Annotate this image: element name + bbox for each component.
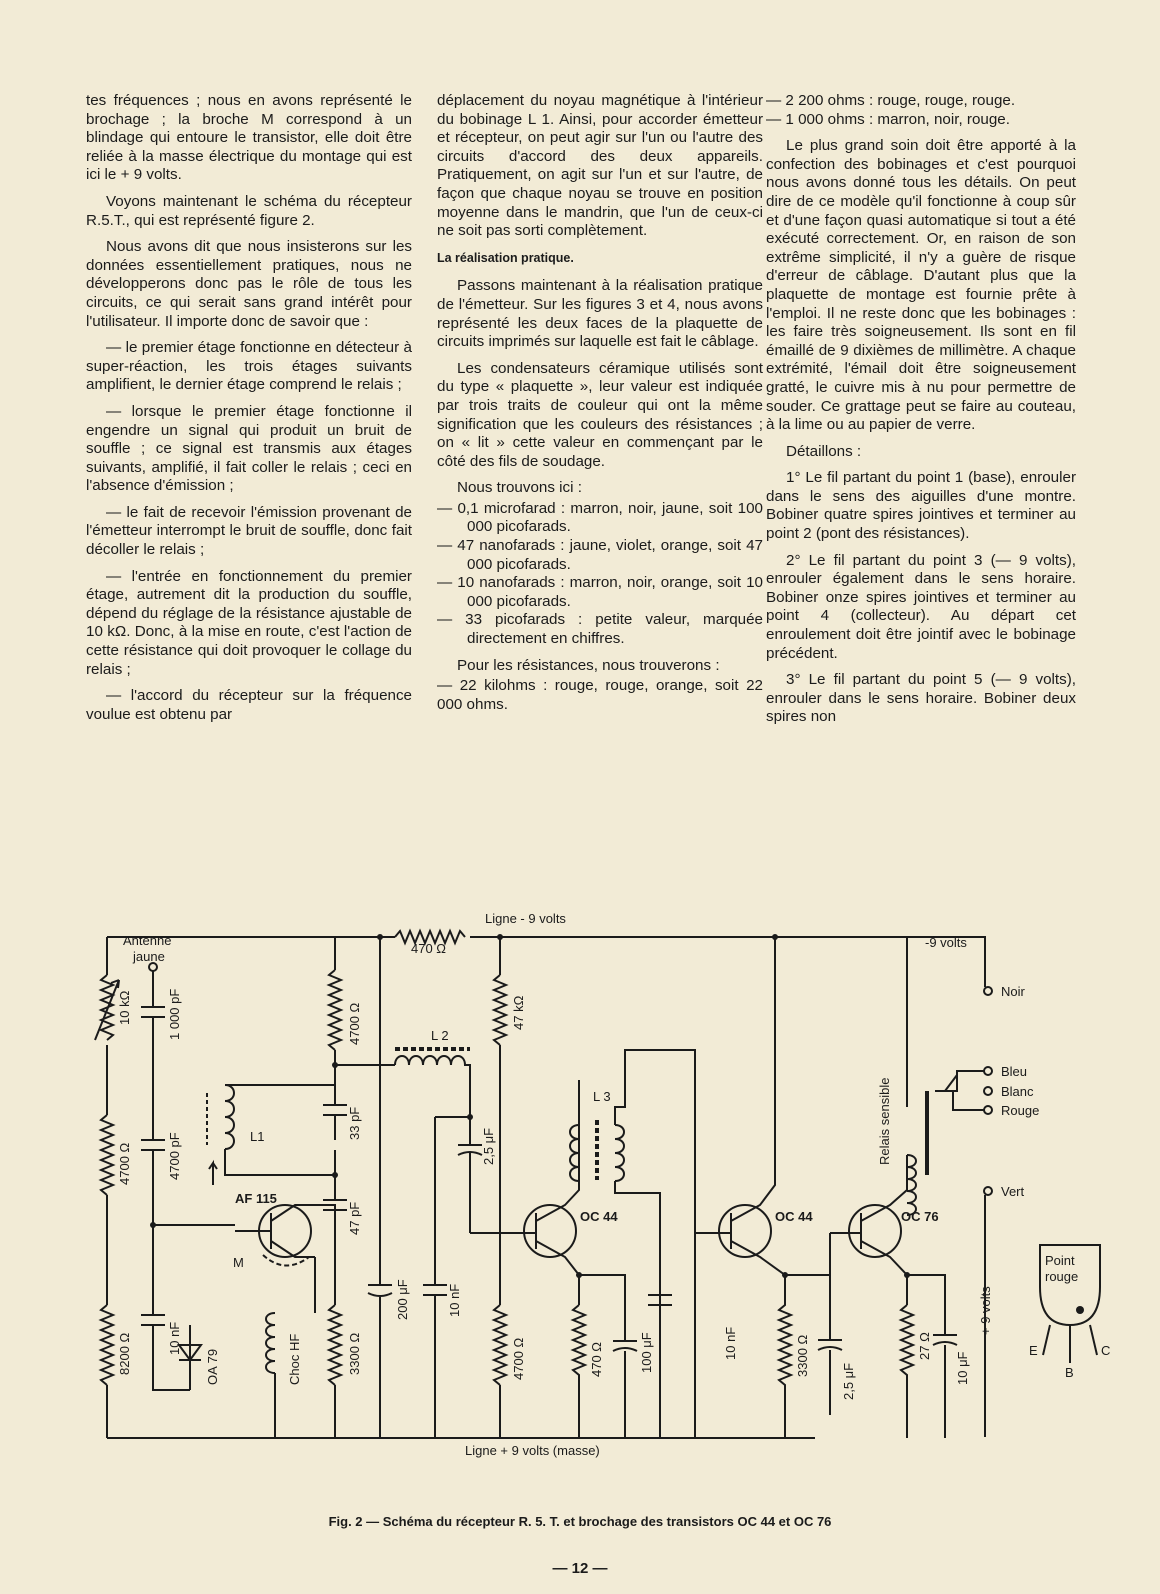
coil-l2 [395, 1056, 470, 1117]
oc76-label: OC 76 [901, 1209, 939, 1224]
transistor-oc44-2-leads [695, 937, 785, 1275]
l1-wires [225, 1085, 335, 1175]
resistor-8200 [101, 1305, 113, 1385]
r47k-label: 47 kΩ [511, 995, 526, 1030]
paragraph: — le fait de recevoir l'émission provenant de l'émetteur interrompt le bruit de souffle, donc fait décoller le relais ; [86, 503, 412, 559]
paragraph: tes fréquences ; nous en avons représenté le brochage ; la broche M correspond à un blindage qui entoure le transistor, elle doit être reliée à la masse électrique du montage qui est ici le + 9 volts. [86, 92, 412, 184]
terminal-vert [984, 1187, 992, 1195]
c2-5u-b-label: 2,5 μF [841, 1362, 856, 1400]
terminal-noir [984, 987, 992, 995]
node-dot [904, 1272, 910, 1278]
l1-label: L1 [250, 1129, 265, 1144]
node-dot [150, 1222, 156, 1228]
text-column-1 [86, 92, 412, 732]
node-dot [332, 1062, 338, 1068]
c100u-label: 100 μF [639, 1332, 654, 1373]
c10n-b-label: 10 nF [447, 1283, 462, 1317]
receiver-schematic [95, 911, 1111, 1485]
coupling-wire [435, 1117, 482, 1233]
r4700b-label: 4700 Ω [347, 1002, 362, 1045]
list-item: — 0,1 microfarad : marron, noir, jaune, soit 100 000 picofarads. [437, 499, 763, 536]
pin-c-label: C [1101, 1343, 1111, 1358]
bleu-label: Bleu [1001, 1064, 1028, 1079]
c10n-a-label: 10 nF [167, 1321, 182, 1355]
figure-caption: Fig. 2 — Schéma du récepteur R. 5. T. et brochage des transistors OC 44 et OC 76 [328, 1514, 832, 1529]
node-dot [497, 934, 503, 940]
transistor-oc76-leads [830, 1155, 907, 1305]
resistor-4700a [101, 1115, 113, 1195]
resistor-list [766, 92, 1076, 129]
c10u-label: 10 μF [955, 1351, 970, 1385]
c1000p-label: 1 000 pF [167, 988, 182, 1040]
capacitor-2-5u-b [818, 1265, 842, 1415]
c4700p-label: 4700 pF [167, 1132, 182, 1180]
paragraph: Nous trouvons ici : [457, 479, 582, 497]
r4700a-label: 4700 Ω [117, 1142, 132, 1185]
c47p-label: 47 pF [347, 1201, 362, 1235]
c10n-c-label: 10 nF [723, 1326, 738, 1360]
r470-label: 470 Ω [411, 941, 447, 956]
relay-coil [907, 937, 916, 1215]
af115-label: AF 115 [235, 1191, 277, 1206]
r3300a-label: 3300 Ω [347, 1332, 362, 1375]
node-dot [377, 934, 383, 940]
noir-label: Noir [1001, 984, 1025, 999]
list-item: — 1 000 ohms : marron, noir, rouge. [766, 110, 1010, 128]
r3300b-label: 3300 Ω [795, 1334, 810, 1377]
resistor-3300b [779, 1275, 791, 1438]
top-rail-label: Ligne - 9 volts [485, 911, 566, 926]
paragraph: 1° Le fil partant du point 1 (base), enrouler dans le sens des aiguilles d'une montre. Bobiner quatre spires jointives et terminer au point 2 (pont des résistances). [766, 469, 1076, 543]
pin-b-label: B [1065, 1365, 1074, 1380]
capacitor-10n-wire [423, 1117, 447, 1438]
pin-m-label: M [233, 1255, 244, 1270]
text-column-2 [437, 92, 763, 722]
bottom-rail-label: Ligne + 9 volts (masse) [465, 1443, 600, 1458]
list-item: — 2 200 ohms : rouge, rouge, rouge. [766, 92, 1016, 109]
antenna-wire [153, 970, 235, 1390]
coil-l3-secondary [615, 1125, 624, 1181]
top-rail-wire [107, 937, 985, 987]
point-rouge-label: rouge [1045, 1269, 1079, 1284]
paragraph: — l'entrée en fonctionnement du premier étage, autrement dit la production du souffle, dépend du réglage de la résistance ajustable de 10 kΩ. Donc, à la mise en route, c'est l'action de cette résistance qui doit provoquer le collage du relais ; [86, 567, 412, 678]
section-heading: La réalisation pratique. [437, 250, 574, 265]
text-column-3 [766, 92, 1076, 735]
capacitor-list [437, 500, 763, 649]
plus9-label: + 9 volts [978, 1286, 993, 1335]
node-dot [772, 934, 778, 940]
paragraph: 3° Le fil partant du point 5 (— 9 volts), enrouler dans le sens horaire. Bobiner deux spires non [766, 671, 1076, 726]
relais-label: Relais sensible [877, 1077, 892, 1165]
article-body [86, 92, 1074, 882]
schematic-drawing [95, 911, 1111, 1485]
capacitor-200u-curve [368, 1293, 392, 1296]
antenna-label: Antenne [123, 933, 172, 948]
point-label: Point [1045, 1253, 1075, 1268]
l1-tuning-arrow [209, 1163, 217, 1185]
list-item: — 47 nanofarads : jaune, violet, orange, soit 47 000 picofarads. [437, 537, 763, 573]
list-item: — 10 nanofarads : marron, noir, orange, soit 10 000 picofarads. [437, 574, 763, 610]
resistor-47k [494, 975, 506, 1045]
resistor-4700c [494, 1305, 506, 1385]
r4700c-label: 4700 Ω [511, 1337, 526, 1380]
relay-contacts [935, 1071, 985, 1110]
capacitor-10u [907, 1275, 957, 1438]
node-dot [782, 1272, 788, 1278]
l3-label: L 3 [593, 1089, 611, 1104]
antenna-terminal [149, 963, 157, 971]
page-number: — 12 — [552, 1560, 608, 1577]
resistor-4700b [329, 970, 341, 1050]
node-dot [576, 1272, 582, 1278]
paragraph: — le premier étage fonctionne en détecteur à super-réaction, les trois étages suivants amplifient, le dernier étage comprend le relais ; [86, 339, 412, 394]
paragraph: — lorsque le premier étage fonctionne il engendre un signal qui produit un bruit de souffle ; ce signal est transmis aux étages suivants, amplifié, il fait coller le relais ; ceci en l'absence d'émission ; [86, 402, 412, 495]
paragraph: — l'accord du récepteur sur la fréquence voulue est obtenu par [86, 687, 412, 723]
node-dot [467, 1114, 473, 1120]
paragraph: Nous avons dit que nous insisterons sur les données essentiellement pratiques, nous ne développerons donc pas le rôle de tous les circuits, ce qui serait sans grand intérêt pour l'utilisateur. Il importe donc de savoir que : [86, 238, 412, 330]
resistor-27 [901, 1305, 913, 1438]
paragraph: déplacement du noyau magnétique à l'intérieur du bobinage L 1. Ainsi, pour accorder émetteur et récepteur, on peut agir sur l'un ou l'autre des circuits d'accord des deux appareils. Pratiquement, on agit sur l'un et sur l'autre, de façon que chaque noyau se trouve en position moyenne dans le mandrin, que l'un de ceux-ci ne soit pas sorti complètement. [437, 92, 763, 240]
paragraph: Voyons maintenant le schéma du récepteur R.5.T., qui est représenté figure 2. [86, 192, 412, 229]
r470b-label: 470 Ω [589, 1341, 604, 1377]
oc44-1-label: OC 44 [580, 1209, 618, 1224]
paragraph: Détaillons : [786, 442, 862, 460]
vert-label: Vert [1001, 1184, 1025, 1199]
list-item: — 33 picofarads : petite valeur, marquée directement en chiffres. [437, 611, 763, 648]
transistor-af115-leads [235, 1205, 335, 1313]
stage3-coupling [785, 1233, 830, 1275]
pinout-red-dot [1076, 1306, 1084, 1314]
coil-l1 [225, 1085, 234, 1149]
node-dot [332, 1172, 338, 1178]
terminal-bleu [984, 1067, 992, 1075]
r10k-label: 10 kΩ [117, 990, 132, 1025]
paragraph: — 22 kilohms : rouge, rouge, orange, soit 22 000 ohms. [437, 677, 763, 713]
r8200-label: 8200 Ω [117, 1332, 132, 1375]
coil-l3-primary [570, 1125, 579, 1181]
c33p-label: 33 pF [347, 1106, 362, 1140]
capacitor-200u-wire [368, 937, 392, 1438]
minus9-label: -9 volts [925, 935, 967, 950]
choke-coil [266, 1313, 275, 1373]
resistor-3300a [329, 1305, 341, 1385]
jaune-label: jaune [133, 949, 165, 964]
paragraph: Passons maintenant à la réalisation pratique de l'émetteur. Sur les figures 3 et 4, nous avons représenté les deux faces de la plaquette de circuits imprimés sur laquelle est fait le câblage. [437, 277, 763, 351]
r27-label: 27 Ω [917, 1332, 932, 1360]
c2-5u-a-label: 2,5 μF [481, 1127, 496, 1165]
paragraph: Les condensateurs céramique utilisés sont du type « plaquette », leur valeur est indiquée par trois traits de couleur qui ont la même signification que les couleurs des résistances ; on « lit » cette valeur en commençant par le côté des fils de soudage. [437, 359, 763, 470]
paragraph: Pour les résistances, nous trouverons : [457, 656, 720, 674]
diode-label: OA 79 [205, 1348, 220, 1385]
rouge-label: Rouge [1001, 1103, 1040, 1118]
paragraph: Le plus grand soin doit être apporté à la confection des bobinages et c'est pourquoi nous avons donné tous les détails. On peut dire de ce modèle qu'il fonctionne à coup sûr et d'une façon quasi automatique si tout a été exécuté correctement. Or, en raison de son extrême simplicité, il n'y a guère de risque d'erreur de câblage. D'autant plus que la plaquette de montage est fournie prête à l'emploi. Il ne reste donc que les bobinages : les faire très soigneusement. Ils sont en fil émaillé de 9 dixièmes de millimètre. A chaque extrémité, l'émail doit être soigneusement gratté, le cuivre mis à nu pour permettre de souder. Ce grattage peut se faire au couteau, à la lime ou au papier de verre. [766, 137, 1076, 434]
l3-wires [579, 1050, 695, 1438]
terminal-rouge [984, 1106, 992, 1114]
oc44-2-label: OC 44 [775, 1209, 813, 1224]
pin-e-label: E [1029, 1343, 1038, 1358]
capacitor-100u [579, 1275, 637, 1438]
pinout-leads [1043, 1325, 1097, 1363]
paragraph: 2° Le fil partant du point 3 (— 9 volts), enrouler également dans le sens horaire. Bobiner onze spires jointives et terminer au point 4 (collecteur). Au départ cet enroulement doit être jointif avec le bobinage précédent. [766, 551, 1076, 662]
terminal-blanc [984, 1087, 992, 1095]
resistor-470b [573, 1305, 585, 1438]
c200u-label: 200 μF [395, 1279, 410, 1320]
blanc-label: Blanc [1001, 1084, 1034, 1099]
l2-label: L 2 [431, 1028, 449, 1043]
choke-label: Choc HF [287, 1333, 302, 1385]
